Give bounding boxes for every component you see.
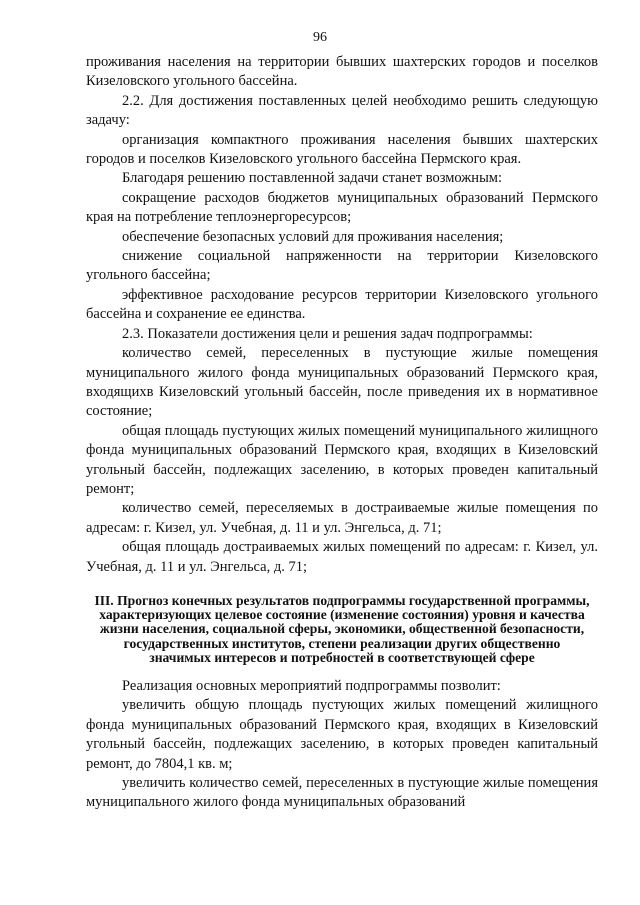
paragraph-social-tension: снижение социальной напряженности на территории Кизеловского угольного бассейна; [86,248,598,284]
paragraph-task: организация компактного проживания населения бывших шахтерских городов и поселков Кизеловского угольного бассейна Пермского края. [86,131,598,168]
page-number: 96 [313,30,327,45]
paragraph-indicator-area-new: общая площадь достраиваемых жилых помещений по адресам: г. Кизел, ул. Учебная, д. 11 и ул. Энгельса, д. 71; [86,539,598,575]
paragraph-2-3: 2.3. Показатели достижения цели и решения задач подпрограммы: [122,325,533,342]
paragraph-implementation: Реализация основных мероприятий подпрограммы позволит: [122,677,501,694]
paragraph-continuation: проживания населения на территории бывших шахтерских городов и поселков Кизеловского угольного бассейна. [86,54,598,90]
paragraph-indicator-area: общая площадь пустующих жилых помещений муниципального жилищного фонда муниципальных образований Пермского края, входящих в Кизеловский угольный бассейн, подлежащих заселению, в которых проведен капитальный ремонт; [86,422,598,497]
paragraph-resources: эффективное расходование ресурсов территории Кизеловского угольного бассейна и сохранение ее единства. [86,286,598,323]
paragraph-possible: Благодаря решению поставленной задачи станет возможным: [122,170,503,187]
paragraph-budget-reduction: сокращение расходов бюджетов муниципальных образований Пермского края на потребление теплоэнергоресурсов; [86,189,598,226]
paragraph-2-2: 2.2. Для достижения поставленных целей необходимо решить следующую задачу: [86,92,598,129]
paragraph-indicator-families-new: количество семей, переселяемых в достраиваемые жилые помещения по адресам: г. Кизел, ул. Учебная, д. 11 и ул. Энгельса, д. 71; [86,500,598,536]
paragraph-safe-conditions: обеспечение безопасных условий для проживания населения; [122,228,504,245]
paragraph-increase-area: увеличить общую площадь пустующих жилых помещений жилищного фонда муниципальных образований Пермского края, входящих в Кизеловский угольный бассейн, подлежащих заселению, в которых проведен капитальный ремонт, до 7804,1 кв. м; [86,697,598,772]
document-body [86,53,598,813]
section-3-heading: III. Прогноз конечных результатов подпрограммы государственной программы, характеризующих целевое состояние (изменение состояния) уровня и качества жизни населения, социальной сферы, экономики, общественной безопасности, государственных институтов, степени реализации других общественно значимых интересов и потребностей в соответствующей сфере [94,592,590,665]
paragraph-increase-families: увеличить количество семей, переселенных в пустующие жилые помещения муниципального жилого фонда муниципальных образований [86,775,598,811]
paragraph-indicator-families: количество семей, переселенных в пустующие жилые помещения муниципального жилого фонда муниципальных образований Пермского края, входящихв Кизеловский угольный бассейн, после приведения их в нормативное состояние; [86,345,598,420]
